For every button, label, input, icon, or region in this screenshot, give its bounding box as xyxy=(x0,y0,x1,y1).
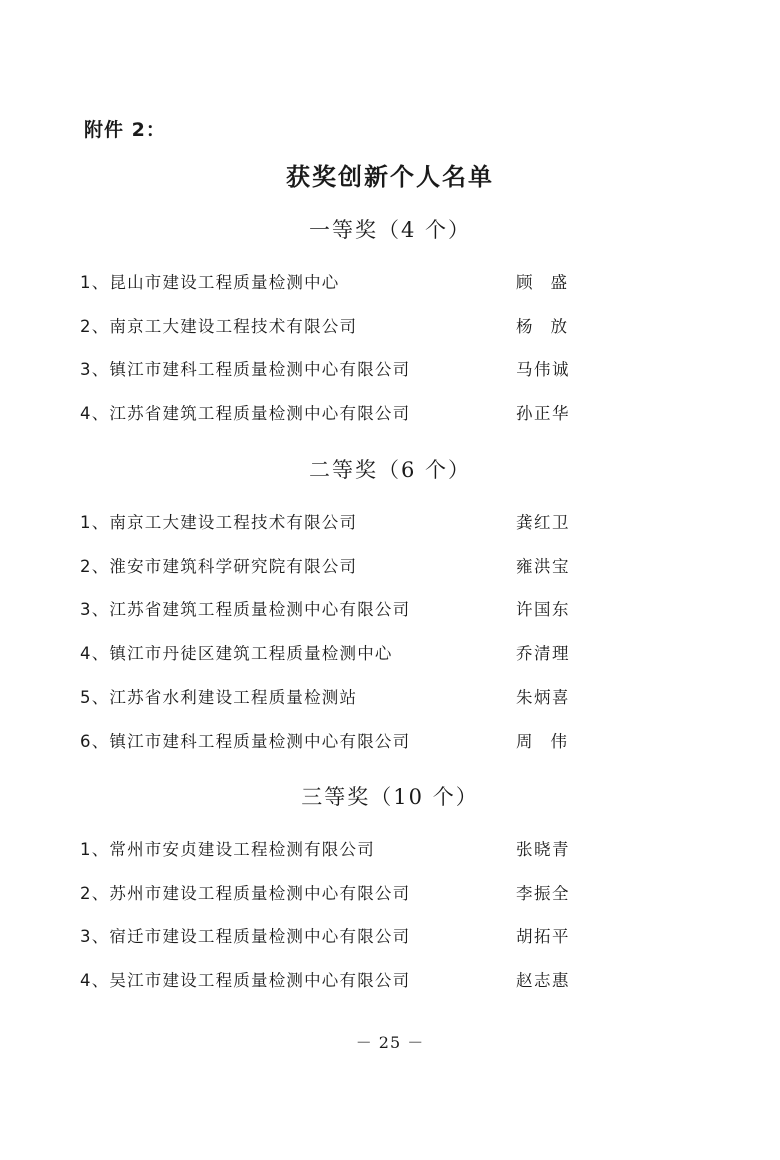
organization-name: 2、南京工大建设工程技术有限公司 xyxy=(80,317,358,336)
organization-name: 3、镇江市建科工程质量检测中心有限公司 xyxy=(80,360,411,379)
list-item xyxy=(80,923,600,949)
list-item xyxy=(80,967,600,993)
person-name: 马伟诚 xyxy=(516,360,570,379)
section-heading-second-prize: 二等奖（6 个） xyxy=(308,458,472,482)
section-heading-first-prize: 一等奖（4 个） xyxy=(308,218,472,242)
person-name: 李振全 xyxy=(516,884,570,903)
person-name: 张晓青 xyxy=(516,840,570,859)
organization-name: 2、苏州市建设工程质量检测中心有限公司 xyxy=(80,884,411,903)
organization-name: 4、江苏省建筑工程质量检测中心有限公司 xyxy=(80,404,411,423)
person-name: 乔清理 xyxy=(516,644,570,663)
organization-name: 4、镇江市丹徒区建筑工程质量检测中心 xyxy=(80,644,393,663)
organization-name: 1、常州市安贞建设工程检测有限公司 xyxy=(80,840,375,859)
list-item xyxy=(80,509,600,535)
list-item xyxy=(80,356,600,382)
page-title: 获奖创新个人名单 xyxy=(286,162,494,191)
organization-name: 2、淮安市建筑科学研究院有限公司 xyxy=(80,557,358,576)
list-item xyxy=(80,553,600,579)
person-name: 雍洪宝 xyxy=(516,557,570,576)
organization-name: 5、江苏省水利建设工程质量检测站 xyxy=(80,688,358,707)
person-name: 孙正华 xyxy=(516,404,570,423)
organization-name: 1、昆山市建设工程质量检测中心 xyxy=(80,273,340,292)
organization-name: 1、南京工大建设工程技术有限公司 xyxy=(80,513,358,532)
section-heading-third-prize: 三等奖（10 个） xyxy=(301,785,479,809)
list-item xyxy=(80,684,600,710)
page-number: － 25 － xyxy=(355,1033,425,1052)
list-item xyxy=(80,313,600,339)
person-name: 朱炳喜 xyxy=(516,688,570,707)
person-name: 许国东 xyxy=(516,600,570,619)
list-item xyxy=(80,596,600,622)
list-item xyxy=(80,400,600,426)
list-item xyxy=(80,640,600,666)
person-name: 赵志惠 xyxy=(516,971,570,990)
organization-name: 3、宿迁市建设工程质量检测中心有限公司 xyxy=(80,927,411,946)
list-item xyxy=(80,728,600,754)
person-name: 龚红卫 xyxy=(516,513,570,532)
organization-name: 6、镇江市建科工程质量检测中心有限公司 xyxy=(80,732,411,751)
list-item xyxy=(80,880,600,906)
list-item xyxy=(80,836,600,862)
list-item xyxy=(80,269,600,295)
person-name: 胡拓平 xyxy=(516,927,570,946)
person-name: 杨放 xyxy=(516,317,585,336)
attachment-label: 附件 2： xyxy=(84,119,166,141)
organization-name: 3、江苏省建筑工程质量检测中心有限公司 xyxy=(80,600,411,619)
person-name: 周伟 xyxy=(516,732,585,751)
organization-name: 4、吴江市建设工程质量检测中心有限公司 xyxy=(80,971,411,990)
person-name: 顾盛 xyxy=(516,273,585,292)
